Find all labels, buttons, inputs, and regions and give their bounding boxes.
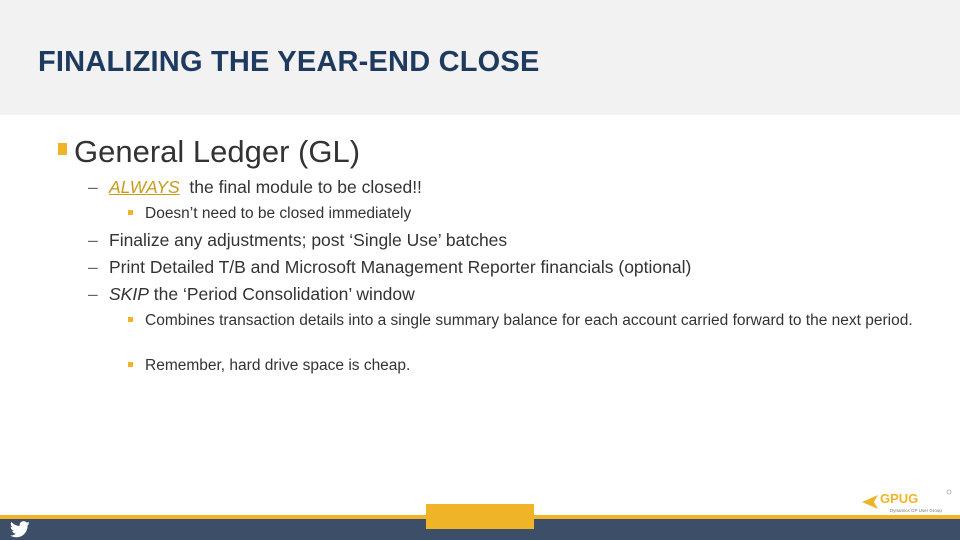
footer-accent-tab (426, 504, 534, 529)
dash-bullet-icon: – (88, 284, 98, 304)
bullet-level2-text: Print Detailed T/B and Microsoft Management Reporter financials (optional) (109, 257, 692, 277)
bullet-level3 (128, 355, 918, 376)
bullet-level3 (128, 203, 918, 224)
dash-bullet-icon: – (88, 177, 98, 197)
bullet-level2-finalize (88, 230, 507, 251)
slide-title: FINALIZING THE YEAR-END CLOSE (38, 46, 540, 78)
emphasis-skip: SKIP (109, 284, 149, 304)
bullet-level3 (128, 310, 918, 331)
small-square-bullet-icon (128, 210, 133, 215)
bullet-level3-text: Doesn’t need to be closed immediately (145, 205, 412, 222)
gpug-logo (862, 488, 954, 514)
twitter-icon[interactable] (10, 521, 30, 538)
bullet-level2-text: Finalize any adjustments; post ‘Single Use’ batches (109, 230, 508, 250)
bullet-level2-skip (88, 284, 415, 305)
emphasis-always: ALWAYS (109, 177, 180, 197)
bullet-level3-text: Remember, hard drive space is cheap. (145, 357, 411, 374)
bullet-level2-always (88, 177, 422, 198)
logo-swoosh-icon (862, 495, 878, 509)
bullet-level1-text: General Ledger (GL) (74, 134, 361, 169)
bullet-level2-text: the final module to be closed!! (179, 177, 422, 197)
dash-bullet-icon: – (88, 257, 98, 277)
small-square-bullet-icon (128, 362, 133, 367)
bullet-level1 (58, 134, 360, 170)
bullet-level3-text: Combines transaction details into a single summary balance for each account carried forward to the next period. (145, 312, 913, 329)
logo-text: GPUG (880, 491, 919, 506)
registered-mark-icon (947, 490, 951, 494)
logo-tagline: Dynamics GP User Group (890, 508, 942, 513)
bullet-level2-print (88, 257, 691, 278)
dash-bullet-icon: – (88, 230, 98, 250)
square-bullet-icon (58, 143, 67, 155)
bullet-level2-text: the ‘Period Consolidation’ window (148, 284, 415, 304)
small-square-bullet-icon (128, 317, 133, 322)
